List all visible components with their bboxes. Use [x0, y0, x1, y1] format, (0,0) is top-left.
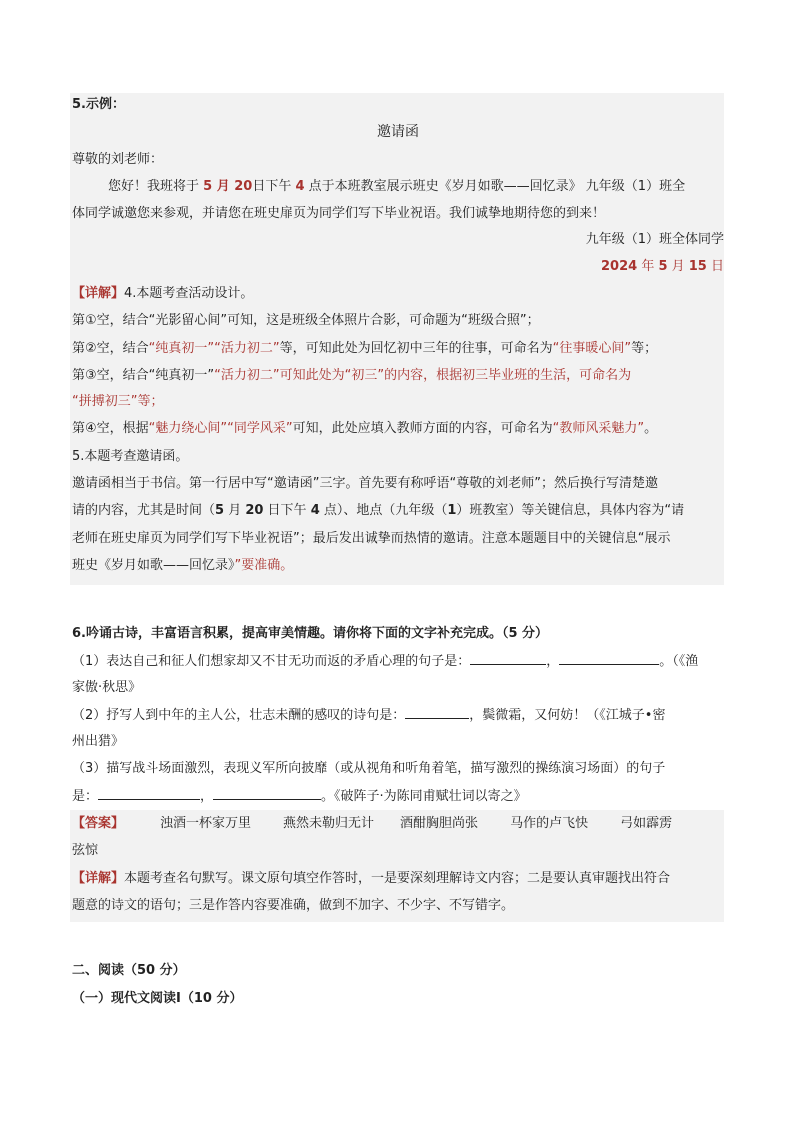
q6-text: ，: [546, 654, 560, 669]
q6-detail-line-1: [72, 870, 724, 888]
q5-line-num: 5: [215, 503, 225, 518]
q4-detail-line-2: [72, 340, 724, 358]
letter-title: [72, 123, 724, 141]
q6-text: 。（《渔: [659, 654, 699, 669]
detail-tag: 【详解】: [72, 286, 125, 301]
q5-line-text: 邀请函相当于书信。第一行居中写“邀请函”三字。首先要有称呼语“尊敬的刘老师”；然后换行写清楚邀: [72, 476, 658, 491]
q5-line-seg: 班史《岁月如歌——回忆录》: [72, 558, 235, 573]
q4-line-seg: 。: [644, 421, 658, 436]
date-day: 15: [688, 259, 707, 274]
q5-detail-intro: [72, 448, 724, 466]
q6-text: ，: [200, 789, 214, 804]
q6-detail-line-2: [72, 897, 724, 915]
date-year: 2024: [601, 259, 638, 274]
q4-intro-text: 4.本题考查活动设计。: [124, 286, 254, 301]
letter-body-date: 5 月 20: [203, 179, 253, 194]
letter-body-seg: 您好！我班将于: [108, 179, 204, 194]
answer-blank[interactable]: [213, 787, 321, 800]
letter-body-line-2: [72, 205, 724, 223]
answer-blank[interactable]: [470, 652, 546, 665]
q4-line-red: “教师风采魅力”: [552, 421, 645, 436]
q4-line-seg: 可知，此处应填入教师方面的内容，可命名为: [292, 421, 553, 436]
section-2-title: [72, 962, 724, 980]
answer-tag: 【答案】: [72, 816, 125, 831]
q5-line-seg: 请的内容，尤其是时间（: [72, 503, 216, 518]
q5-detail-line-3: [72, 530, 724, 548]
q6-answer-cont: [72, 842, 724, 860]
q4-line-seg: 第②空，结合: [72, 341, 149, 356]
q6-text: 家傲·秋思》: [72, 680, 142, 695]
q6-text: ，鬓微霜，又何妨！（《江城子•密: [469, 708, 666, 723]
section-2-subtitle: [72, 990, 724, 1008]
letter-body-seg: 点于本班教室展示班史《岁月如歌——回忆录》 九年级（1）班全: [304, 179, 686, 194]
letter-date: [72, 258, 724, 276]
q5-line-red: ”要准确。: [234, 558, 294, 573]
q6-text: 州出猎》: [72, 734, 125, 749]
q5-line-num: 4: [310, 503, 320, 518]
q5-label-text: 5.示例：: [72, 97, 125, 112]
q4-line-seg: 等，可知此处为回忆初中三年的往事，可命名为: [279, 341, 553, 356]
letter-salutation: [72, 151, 724, 169]
section-title-text: 二、阅读（50 分）: [72, 963, 186, 978]
q4-line-seg: 第④空，根据: [72, 421, 149, 436]
letter-signature-text: 九年级（1）班全体同学: [585, 232, 724, 247]
q5-detail-line-4: [72, 557, 724, 575]
q4-detail-line-5: [72, 420, 724, 438]
q6-part2: [72, 706, 724, 725]
answer-item: 马作的卢飞快: [510, 816, 589, 831]
q4-detail-line-1: [72, 312, 724, 330]
q5-intro-text: 5.本题考查邀请函。: [72, 449, 189, 464]
q6-part3: [72, 760, 724, 778]
letter-body-hour: 4: [295, 179, 305, 194]
q6-title-text: 6.吟诵古诗，丰富语言积累，提高审美情趣。请你将下面的文字补充完成。（5 分）: [72, 626, 549, 641]
q6-part1-cont: [72, 679, 724, 697]
date-seg: 日: [706, 259, 724, 274]
q6-text: 。《破阵子·为陈同甫赋壮词以寄之》: [321, 789, 527, 804]
q5-line-seg: ）班教室）等关键信息，具体内容为“请: [456, 503, 685, 518]
q4-line-red: “活力初二”可知此处为“初三”的内容，根据初三毕业班的生活，可命名为: [214, 368, 632, 383]
letter-body-text: 体同学诚邀您来参观，并请您在班史扉页为同学们写下毕业祝语。我们诚挚地期待您的到来！: [72, 206, 606, 221]
q4-line-text: 第①空，结合“光影留心间”可知，这是班级全体照片合影，可命题为“班级合照”；: [72, 313, 540, 328]
q6-text: 是：: [72, 789, 99, 804]
q5-line-seg: 点）、地点（九年级（: [319, 503, 448, 518]
q4-line-seg: 等；: [631, 341, 658, 356]
letter-signature: [72, 231, 724, 249]
q4-line-red: “拼搏初三”等；: [72, 394, 164, 409]
letter-title-text: 邀请函: [377, 124, 419, 140]
q5-detail-line-1: [72, 475, 724, 493]
q6-text: （2）抒写人到中年的主人公，壮志未酬的感叹的诗句是：: [72, 708, 406, 723]
answer-item: 弓如霹雳: [620, 816, 673, 831]
q6-title: [72, 625, 724, 643]
q6-text: （1）表达自己和征人们想家却又不甘无功而返的矛盾心理的句子是：: [72, 654, 471, 669]
answer-item: 酒酣胸胆尚张: [400, 816, 479, 831]
answer-item: 浊酒一杯家万里: [160, 816, 252, 831]
answer-item: 燕然未勒归无计: [283, 816, 375, 831]
detail-tag: 【详解】: [72, 871, 125, 886]
letter-salutation-text: 尊敬的刘老师：: [72, 152, 164, 167]
q4-detail-intro: [72, 285, 724, 303]
q4-detail-line-4: [72, 393, 724, 411]
q5-line-text: 老师在班史扉页为同学们写下毕业祝语”；最后发出诚挚而热情的邀请。注意本题题目中的关键信息“展示: [72, 531, 671, 546]
q5-line-num: 20: [245, 503, 264, 518]
letter-body-seg: 日下午: [252, 179, 296, 194]
q6-part3-cont: [72, 787, 724, 806]
q5-label: [72, 96, 724, 114]
q4-line-red: “纯真初一”“活力初二”: [148, 341, 280, 356]
q4-detail-line-3: [72, 367, 724, 385]
q5-line-seg: 日下午: [263, 503, 311, 518]
q6-text: （3）描写战斗场面激烈，表现义军所向披靡（或从视角和听角着笔，描写激烈的操练演习场面）的句子: [72, 761, 666, 776]
q6-detail-text: 题意的诗文的语句；三是作答内容要准确，做到不加字、不少字、不写错字。: [72, 898, 515, 913]
section-subtitle-text: （一）现代文阅读Ⅰ（10 分）: [72, 991, 243, 1006]
answer-tail: 弦惊: [72, 843, 99, 858]
date-month: 5: [658, 259, 668, 274]
date-seg: 年: [637, 259, 659, 274]
q6-part1: [72, 652, 724, 671]
q5-line-num: 1: [447, 503, 457, 518]
answer-blank[interactable]: [405, 706, 469, 719]
letter-body-line-1: [72, 178, 724, 196]
q4-line-red: “魅力绕心间”“同学风采”: [148, 421, 293, 436]
q5-line-seg: 月: [224, 503, 246, 518]
q6-part2-cont: [72, 733, 724, 751]
answer-blank[interactable]: [98, 787, 200, 800]
date-seg: 月: [667, 259, 689, 274]
q5-detail-line-2: [72, 502, 724, 520]
q4-line-seg: 第③空，结合“纯真初一”: [72, 368, 215, 383]
q6-answer-line: [72, 815, 724, 833]
q6-detail-text: 本题考查名句默写。课文原句填空作答时，一是要深刻理解诗文内容；二是要认真审题找出符合: [124, 871, 671, 886]
answer-blank[interactable]: [559, 652, 659, 665]
q4-line-red: “往事暖心间”: [552, 341, 632, 356]
